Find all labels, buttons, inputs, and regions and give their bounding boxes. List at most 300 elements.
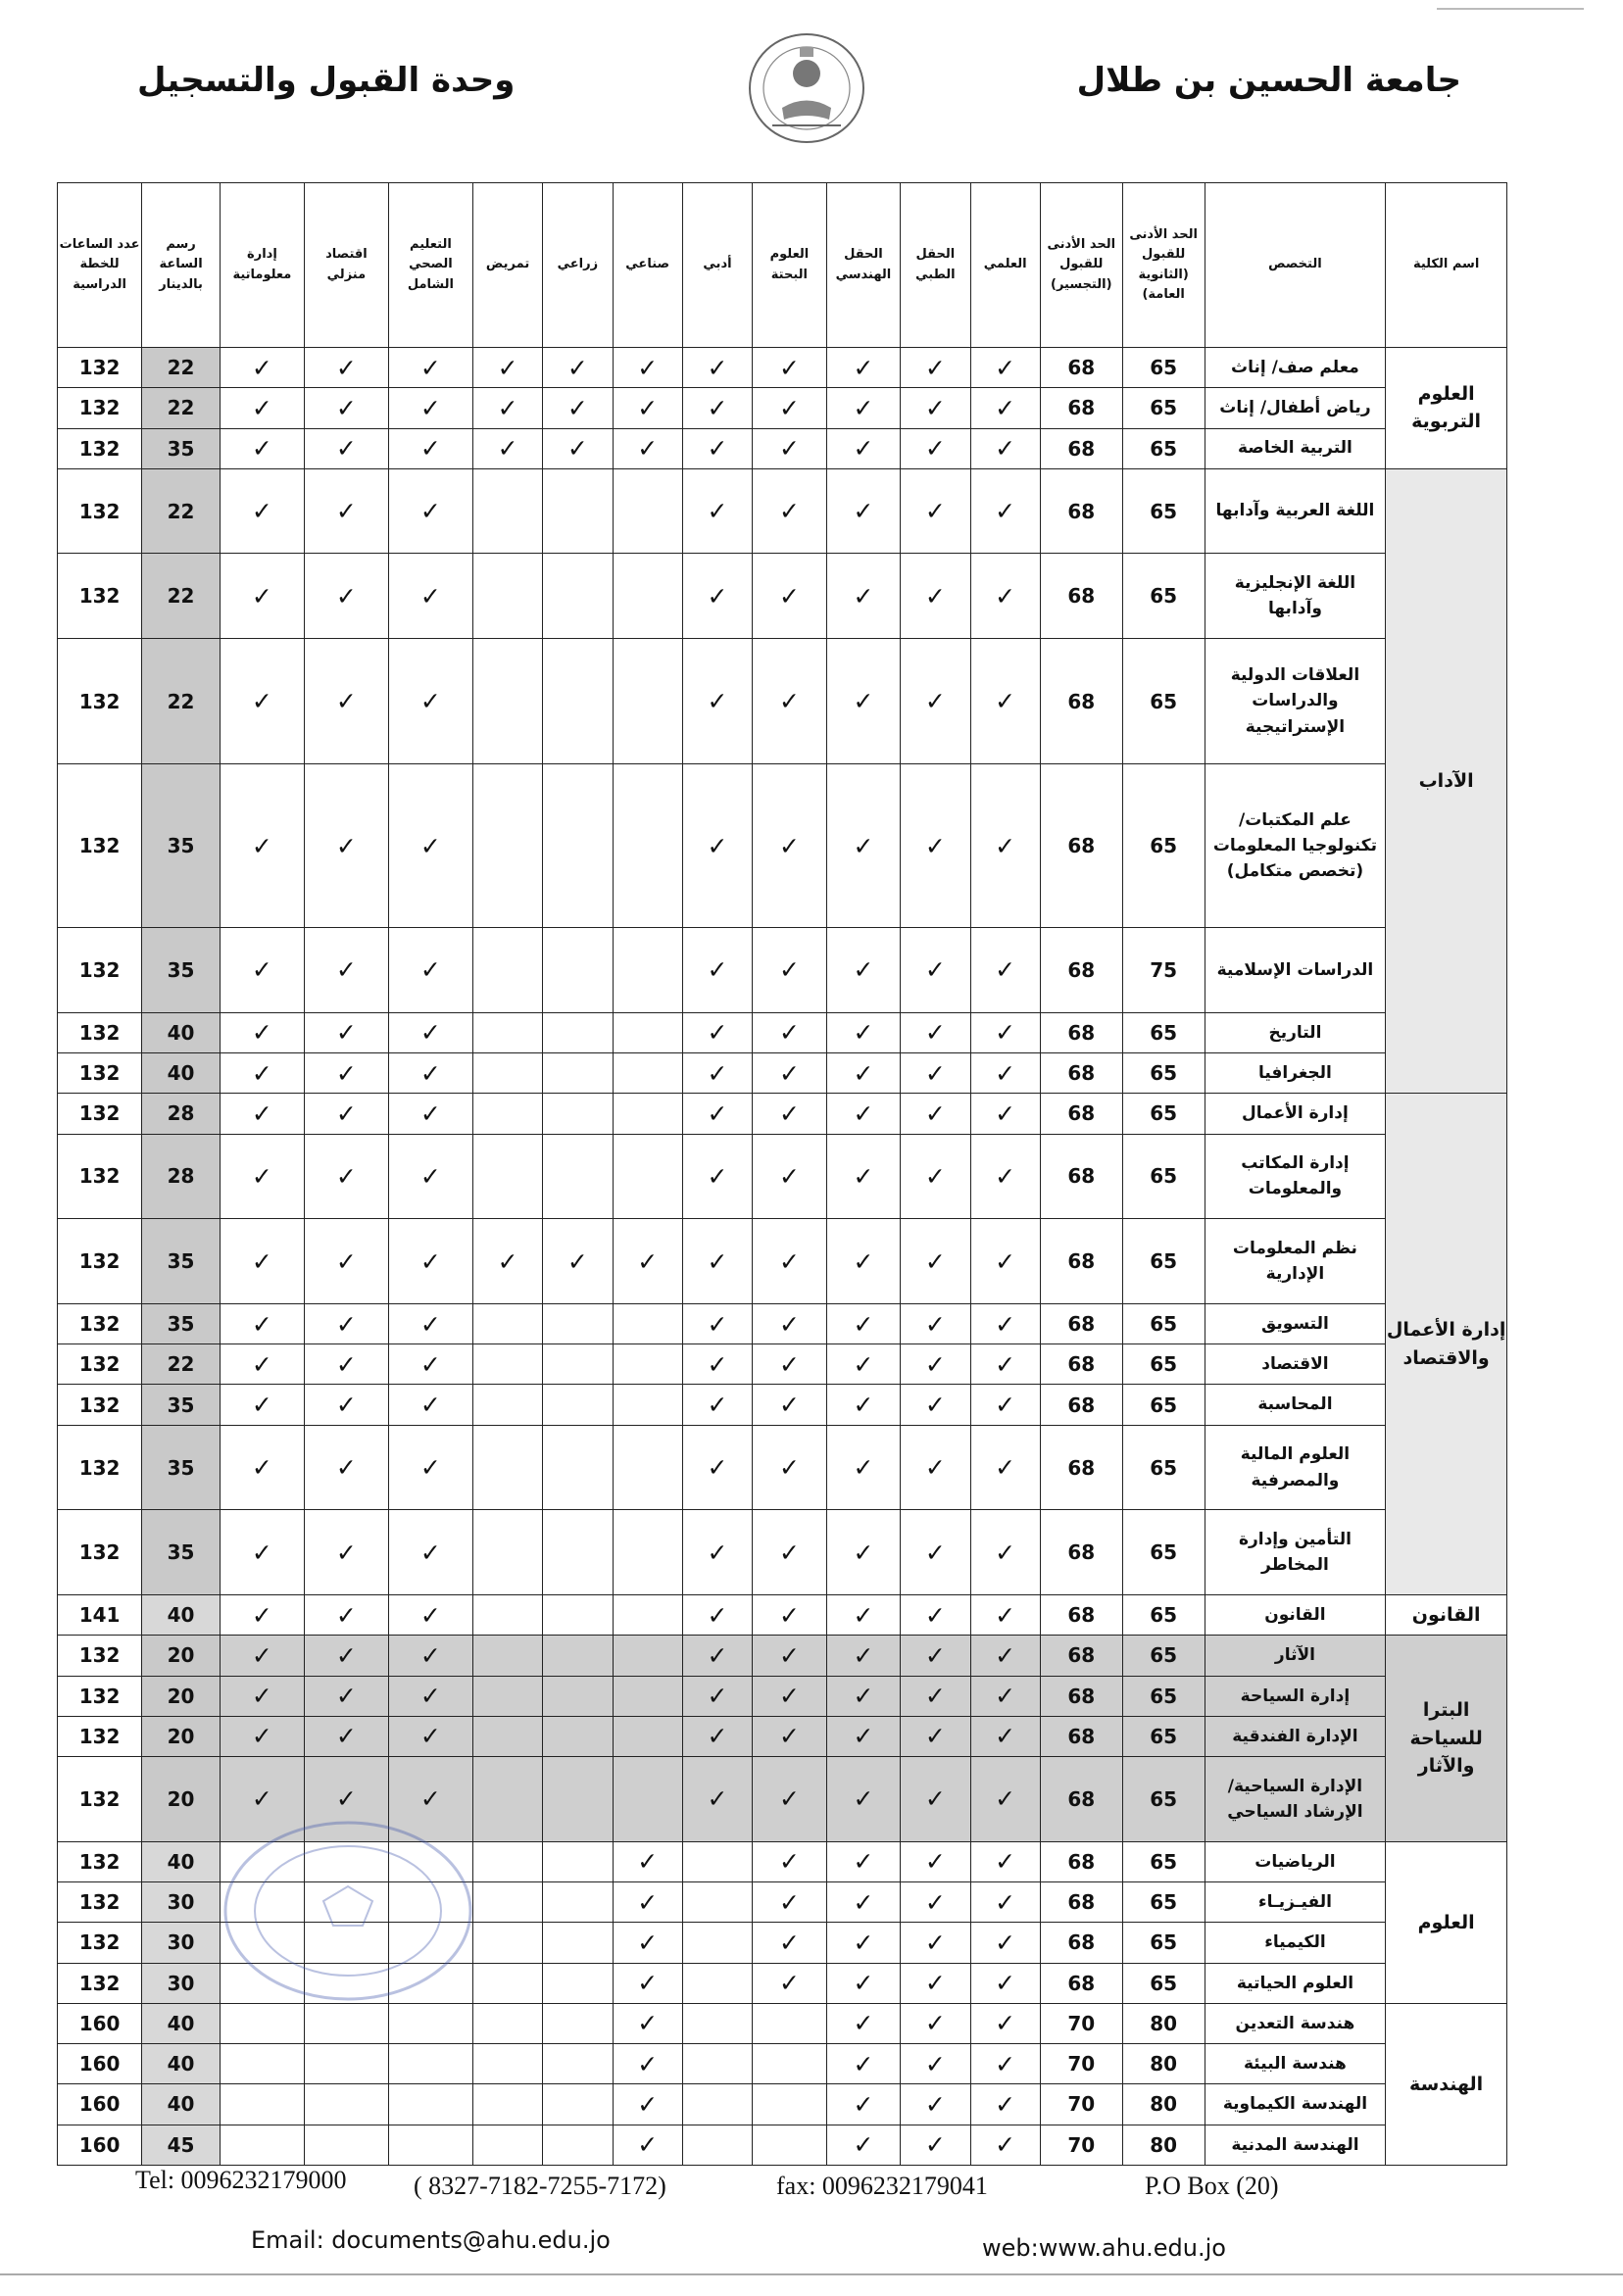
credit-fee-value: 20 — [142, 1757, 221, 1842]
min-general-value: 65 — [1122, 1757, 1205, 1842]
table-row — [58, 2084, 1507, 2125]
min-bridge-value: 70 — [1040, 2003, 1122, 2043]
faculty-name: القانون — [1386, 1595, 1507, 1636]
credit-hours-value: 132 — [58, 1757, 142, 1842]
col-agricultural: زراعي — [543, 183, 613, 348]
stream-check-cell — [543, 1425, 613, 1510]
min-general-value: 65 — [1122, 1012, 1205, 1052]
credit-hours-value: 132 — [58, 1303, 142, 1343]
stream-check-cell: ✓ — [220, 1094, 304, 1134]
col-credit-fee: رسم الساعة بالدينار — [142, 183, 221, 348]
stream-check-cell: ✓ — [613, 2125, 682, 2165]
stream-check-cell — [543, 2003, 613, 2043]
stream-check-cell — [472, 1757, 542, 1842]
credit-hours-value: 160 — [58, 2044, 142, 2084]
stream-check-cell: ✓ — [753, 1636, 827, 1676]
stream-check-cell — [543, 1053, 613, 1094]
min-general-value: 65 — [1122, 639, 1205, 764]
stream-check-cell: ✓ — [826, 428, 901, 468]
stream-check-cell — [472, 639, 542, 764]
credit-fee-value: 45 — [142, 2125, 221, 2165]
stream-check-cell: ✓ — [388, 388, 472, 428]
col-pure-sciences: العلوم البحتة — [753, 183, 827, 348]
stream-check-cell: ✓ — [970, 1012, 1040, 1052]
stream-check-cell: ✓ — [826, 1510, 901, 1595]
stream-check-cell: ✓ — [901, 2125, 970, 2165]
stream-check-cell — [472, 1510, 542, 1595]
col-medical: الحقل الطبي — [901, 183, 970, 348]
min-bridge-value: 68 — [1040, 468, 1122, 554]
stream-check-cell — [472, 764, 542, 928]
credit-hours-value: 132 — [58, 1012, 142, 1052]
min-bridge-value: 68 — [1040, 1219, 1122, 1304]
credit-fee-value: 28 — [142, 1094, 221, 1134]
stream-check-cell: ✓ — [901, 1053, 970, 1094]
stream-check-cell: ✓ — [826, 2003, 901, 2043]
table-row — [58, 1012, 1507, 1052]
major-name: نظم المعلومات الإدارية — [1205, 1219, 1386, 1304]
stream-check-cell: ✓ — [304, 468, 388, 554]
stream-check-cell: ✓ — [826, 1219, 901, 1304]
credit-hours-value: 132 — [58, 639, 142, 764]
stream-check-cell: ✓ — [682, 1134, 752, 1219]
stream-check-cell: ✓ — [613, 2003, 682, 2043]
stream-check-cell — [543, 1716, 613, 1756]
stream-check-cell: ✓ — [753, 1595, 827, 1636]
major-name: اللغة العربية وآدابها — [1205, 468, 1386, 554]
stream-check-cell: ✓ — [220, 1303, 304, 1343]
stream-check-cell — [388, 2044, 472, 2084]
stream-check-cell: ✓ — [304, 639, 388, 764]
min-general-value: 80 — [1122, 2084, 1205, 2125]
stream-check-cell: ✓ — [753, 1219, 827, 1304]
table-row — [58, 1510, 1507, 1595]
stream-check-cell: ✓ — [901, 1425, 970, 1510]
stream-check-cell: ✓ — [901, 1385, 970, 1425]
min-bridge-value: 68 — [1040, 1303, 1122, 1343]
stream-check-cell: ✓ — [388, 1676, 472, 1716]
stream-check-cell: ✓ — [970, 1923, 1040, 1963]
min-general-value: 65 — [1122, 1134, 1205, 1219]
credit-hours-value: 132 — [58, 348, 142, 388]
table-row — [58, 468, 1507, 554]
stream-check-cell — [472, 1053, 542, 1094]
stream-check-cell: ✓ — [901, 348, 970, 388]
stream-check-cell: ✓ — [613, 1841, 682, 1881]
stream-check-cell: ✓ — [826, 1385, 901, 1425]
stream-check-cell — [472, 1636, 542, 1676]
stream-check-cell: ✓ — [826, 468, 901, 554]
table-header-row — [58, 183, 1507, 348]
stream-check-cell — [472, 2003, 542, 2043]
major-name: الإدارة الفندقية — [1205, 1716, 1386, 1756]
credit-hours-value: 132 — [58, 1841, 142, 1881]
university-name: جامعة الحسين بن طلال — [1076, 61, 1461, 100]
stream-check-cell: ✓ — [682, 348, 752, 388]
stream-check-cell: ✓ — [753, 1676, 827, 1716]
min-bridge-value: 68 — [1040, 1134, 1122, 1219]
credit-hours-value: 132 — [58, 1053, 142, 1094]
stream-check-cell — [613, 1636, 682, 1676]
stream-check-cell: ✓ — [682, 1716, 752, 1756]
stream-check-cell: ✓ — [970, 2084, 1040, 2125]
stream-check-cell: ✓ — [901, 1219, 970, 1304]
stream-check-cell: ✓ — [826, 1344, 901, 1385]
min-general-value: 65 — [1122, 1344, 1205, 1385]
table-row — [58, 1053, 1507, 1094]
stream-check-cell: ✓ — [682, 639, 752, 764]
col-home-economics: اقتصاد منزلي — [304, 183, 388, 348]
table-row — [58, 1134, 1507, 1219]
faculty-name: العلوم — [1386, 1841, 1507, 2003]
stream-check-cell: ✓ — [220, 1757, 304, 1842]
stream-check-cell: ✓ — [753, 348, 827, 388]
stream-check-cell — [613, 1344, 682, 1385]
credit-fee-value: 40 — [142, 1841, 221, 1881]
stream-check-cell: ✓ — [970, 639, 1040, 764]
table-row — [58, 388, 1507, 428]
stream-check-cell — [682, 1882, 752, 1923]
col-faculty: اسم الكلية — [1386, 183, 1507, 348]
stream-check-cell: ✓ — [970, 1636, 1040, 1676]
stream-check-cell — [472, 1882, 542, 1923]
min-general-value: 65 — [1122, 1676, 1205, 1716]
footer-fax: fax: 0096232179041 — [776, 2172, 988, 2200]
stream-check-cell — [472, 1303, 542, 1343]
table-row — [58, 1636, 1507, 1676]
stream-check-cell — [543, 1676, 613, 1716]
stream-check-cell: ✓ — [970, 1134, 1040, 1219]
stream-check-cell: ✓ — [901, 1636, 970, 1676]
major-name: الاقتصاد — [1205, 1344, 1386, 1385]
stream-check-cell: ✓ — [901, 1963, 970, 2003]
stream-check-cell: ✓ — [826, 388, 901, 428]
stream-check-cell: ✓ — [220, 1716, 304, 1756]
stream-check-cell: ✓ — [220, 764, 304, 928]
stream-check-cell — [613, 1053, 682, 1094]
stream-check-cell: ✓ — [970, 1676, 1040, 1716]
stream-check-cell: ✓ — [388, 1134, 472, 1219]
stream-check-cell: ✓ — [682, 1757, 752, 1842]
stream-check-cell: ✓ — [826, 639, 901, 764]
credit-hours-value: 160 — [58, 2125, 142, 2165]
credit-fee-value: 35 — [142, 764, 221, 928]
stream-check-cell — [543, 1134, 613, 1219]
min-general-value: 80 — [1122, 2003, 1205, 2043]
stream-check-cell — [543, 1344, 613, 1385]
table-row — [58, 1219, 1507, 1304]
footer-web: web:www.ahu.edu.jo — [982, 2234, 1226, 2262]
stream-check-cell — [543, 639, 613, 764]
stream-check-cell: ✓ — [304, 1344, 388, 1385]
major-name: العلوم المالية والمصرفية — [1205, 1425, 1386, 1510]
major-name: التأمين وإدارة المخاطر — [1205, 1510, 1386, 1595]
table-row — [58, 639, 1507, 764]
stream-check-cell — [753, 2084, 827, 2125]
min-bridge-value: 68 — [1040, 1094, 1122, 1134]
stream-check-cell: ✓ — [220, 639, 304, 764]
stream-check-cell — [304, 2044, 388, 2084]
stream-check-cell: ✓ — [613, 1882, 682, 1923]
credit-fee-value: 35 — [142, 428, 221, 468]
stream-check-cell: ✓ — [304, 1134, 388, 1219]
min-general-value: 75 — [1122, 928, 1205, 1013]
stream-check-cell: ✓ — [388, 1303, 472, 1343]
credit-hours-value: 160 — [58, 2003, 142, 2043]
stream-check-cell: ✓ — [220, 388, 304, 428]
stream-check-cell — [613, 1510, 682, 1595]
col-info-management: إدارة معلوماتية — [220, 183, 304, 348]
major-name: إدارة الأعمال — [1205, 1094, 1386, 1134]
stream-check-cell — [304, 2084, 388, 2125]
stream-check-cell — [472, 2084, 542, 2125]
stream-check-cell: ✓ — [970, 1425, 1040, 1510]
stream-check-cell: ✓ — [970, 1716, 1040, 1756]
stream-check-cell: ✓ — [543, 1219, 613, 1304]
credit-fee-value: 35 — [142, 1425, 221, 1510]
stream-check-cell: ✓ — [901, 1757, 970, 1842]
stream-check-cell: ✓ — [753, 428, 827, 468]
stream-check-cell — [388, 2003, 472, 2043]
table-row — [58, 1303, 1507, 1343]
min-bridge-value: 68 — [1040, 639, 1122, 764]
stream-check-cell: ✓ — [304, 928, 388, 1013]
stream-check-cell: ✓ — [826, 1757, 901, 1842]
stream-check-cell: ✓ — [970, 1595, 1040, 1636]
credit-fee-value: 40 — [142, 1595, 221, 1636]
stream-check-cell — [682, 1923, 752, 1963]
credit-hours-value: 132 — [58, 1425, 142, 1510]
stream-check-cell: ✓ — [753, 1757, 827, 1842]
stream-check-cell — [543, 928, 613, 1013]
stream-check-cell: ✓ — [682, 1053, 752, 1094]
table-row — [58, 2044, 1507, 2084]
stream-check-cell: ✓ — [901, 1094, 970, 1134]
stream-check-cell: ✓ — [304, 1636, 388, 1676]
stream-check-cell: ✓ — [826, 764, 901, 928]
min-general-value: 65 — [1122, 1595, 1205, 1636]
stream-check-cell: ✓ — [826, 2125, 901, 2165]
stream-check-cell: ✓ — [613, 1219, 682, 1304]
credit-fee-value: 35 — [142, 1385, 221, 1425]
stream-check-cell — [543, 1385, 613, 1425]
stream-check-cell: ✓ — [388, 348, 472, 388]
credit-hours-value: 132 — [58, 1882, 142, 1923]
stream-check-cell: ✓ — [682, 1303, 752, 1343]
stream-check-cell — [543, 1094, 613, 1134]
stream-check-cell: ✓ — [970, 468, 1040, 554]
stream-check-cell: ✓ — [753, 928, 827, 1013]
credit-fee-value: 30 — [142, 1882, 221, 1923]
stream-check-cell: ✓ — [682, 928, 752, 1013]
stream-check-cell: ✓ — [901, 1716, 970, 1756]
stream-check-cell: ✓ — [220, 1344, 304, 1385]
stream-check-cell — [613, 639, 682, 764]
stream-check-cell: ✓ — [901, 1510, 970, 1595]
table-row — [58, 764, 1507, 928]
min-general-value: 65 — [1122, 388, 1205, 428]
stream-check-cell: ✓ — [220, 1134, 304, 1219]
stream-check-cell — [613, 1385, 682, 1425]
credit-hours-value: 132 — [58, 1094, 142, 1134]
stream-check-cell — [543, 1012, 613, 1052]
credit-fee-value: 40 — [142, 1012, 221, 1052]
stream-check-cell: ✓ — [753, 1841, 827, 1881]
stream-check-cell: ✓ — [543, 428, 613, 468]
footer-tel: Tel: 0096232179000 — [135, 2166, 347, 2194]
stream-check-cell — [543, 1595, 613, 1636]
faculty-name: البترا للسياحة والآثار — [1386, 1636, 1507, 1841]
stream-check-cell: ✓ — [826, 1923, 901, 1963]
min-bridge-value: 68 — [1040, 1385, 1122, 1425]
stream-check-cell: ✓ — [304, 1303, 388, 1343]
stream-check-cell: ✓ — [220, 1676, 304, 1716]
stream-check-cell: ✓ — [901, 1923, 970, 1963]
stream-check-cell: ✓ — [970, 1094, 1040, 1134]
stream-check-cell — [613, 928, 682, 1013]
stream-check-cell — [543, 2044, 613, 2084]
stream-check-cell: ✓ — [970, 1385, 1040, 1425]
stream-check-cell — [682, 2044, 752, 2084]
table-row — [58, 2003, 1507, 2043]
stream-check-cell: ✓ — [970, 1219, 1040, 1304]
min-bridge-value: 68 — [1040, 388, 1122, 428]
min-bridge-value: 68 — [1040, 1344, 1122, 1385]
col-min-bridge: الحد الأدنى للقبول (التجسير) — [1040, 183, 1122, 348]
stream-check-cell: ✓ — [901, 1134, 970, 1219]
credit-hours-value: 132 — [58, 1963, 142, 2003]
stream-check-cell: ✓ — [682, 1385, 752, 1425]
stream-check-cell: ✓ — [753, 1716, 827, 1756]
col-literary: أدبي — [682, 183, 752, 348]
stream-check-cell — [613, 1012, 682, 1052]
stream-check-cell: ✓ — [826, 1636, 901, 1676]
stream-check-cell: ✓ — [970, 554, 1040, 639]
stream-check-cell: ✓ — [682, 1425, 752, 1510]
min-bridge-value: 68 — [1040, 1841, 1122, 1881]
major-name: التسويق — [1205, 1303, 1386, 1343]
credit-hours-value: 132 — [58, 1134, 142, 1219]
admission-unit-title: وحدة القبول والتسجيل — [137, 61, 516, 100]
stream-check-cell: ✓ — [826, 2084, 901, 2125]
stream-check-cell — [472, 1716, 542, 1756]
stream-check-cell: ✓ — [543, 388, 613, 428]
stream-check-cell: ✓ — [826, 1094, 901, 1134]
stream-check-cell: ✓ — [970, 388, 1040, 428]
credit-hours-value: 141 — [58, 1595, 142, 1636]
credit-fee-value: 22 — [142, 388, 221, 428]
stream-check-cell: ✓ — [682, 1595, 752, 1636]
stream-check-cell: ✓ — [970, 428, 1040, 468]
col-health-education: التعليم الصحي الشامل — [388, 183, 472, 348]
stream-check-cell — [388, 2084, 472, 2125]
stream-check-cell: ✓ — [901, 2084, 970, 2125]
stream-check-cell: ✓ — [304, 1425, 388, 1510]
credit-fee-value: 40 — [142, 2044, 221, 2084]
stream-check-cell: ✓ — [901, 928, 970, 1013]
min-bridge-value: 68 — [1040, 348, 1122, 388]
stream-check-cell — [472, 1963, 542, 2003]
credit-fee-value: 35 — [142, 1510, 221, 1595]
stream-check-cell: ✓ — [901, 1882, 970, 1923]
major-name: الجغرافيا — [1205, 1053, 1386, 1094]
major-name: الآثار — [1205, 1636, 1386, 1676]
table-row — [58, 928, 1507, 1013]
stream-check-cell: ✓ — [304, 764, 388, 928]
col-engineering: الحقل الهندسي — [826, 183, 901, 348]
stream-check-cell: ✓ — [901, 1841, 970, 1881]
col-min-general: الحد الأدنى للقبول (الثانوية العامة) — [1122, 183, 1205, 348]
major-name: إدارة المكاتب والمعلومات — [1205, 1134, 1386, 1219]
stream-check-cell — [472, 928, 542, 1013]
credit-hours-value: 132 — [58, 468, 142, 554]
faculty-name: إدارة الأعمال والاقتصاد — [1386, 1094, 1507, 1595]
stream-check-cell: ✓ — [388, 1636, 472, 1676]
major-name: الدراسات الإسلامية — [1205, 928, 1386, 1013]
stream-check-cell: ✓ — [970, 1757, 1040, 1842]
page-header — [0, 0, 1623, 167]
stream-check-cell: ✓ — [543, 348, 613, 388]
top-divider — [1437, 8, 1584, 10]
stream-check-cell: ✓ — [220, 554, 304, 639]
stream-check-cell: ✓ — [304, 388, 388, 428]
footer-po-box: P.O Box (20) — [1145, 2172, 1279, 2200]
stream-check-cell: ✓ — [682, 388, 752, 428]
credit-fee-value: 40 — [142, 1053, 221, 1094]
stream-check-cell: ✓ — [753, 1012, 827, 1052]
min-general-value: 65 — [1122, 1841, 1205, 1881]
stream-check-cell — [220, 2044, 304, 2084]
stream-check-cell — [613, 1425, 682, 1510]
stream-check-cell: ✓ — [304, 1094, 388, 1134]
min-bridge-value: 68 — [1040, 1636, 1122, 1676]
stream-check-cell: ✓ — [472, 1219, 542, 1304]
major-name: القانون — [1205, 1595, 1386, 1636]
credit-fee-value: 40 — [142, 2084, 221, 2125]
stream-check-cell: ✓ — [682, 468, 752, 554]
min-general-value: 65 — [1122, 764, 1205, 928]
stream-check-cell: ✓ — [970, 1510, 1040, 1595]
stream-check-cell: ✓ — [970, 764, 1040, 928]
min-bridge-value: 68 — [1040, 1676, 1122, 1716]
stream-check-cell: ✓ — [826, 1425, 901, 1510]
credit-hours-value: 132 — [58, 1716, 142, 1756]
stream-check-cell: ✓ — [901, 1303, 970, 1343]
stream-check-cell: ✓ — [304, 1510, 388, 1595]
stream-check-cell: ✓ — [613, 428, 682, 468]
col-scientific: العلمي — [970, 183, 1040, 348]
stream-check-cell: ✓ — [613, 1923, 682, 1963]
col-credit-hours: عدد الساعات للخطة الدراسية — [58, 183, 142, 348]
stream-check-cell — [304, 2003, 388, 2043]
stream-check-cell: ✓ — [220, 348, 304, 388]
stream-check-cell: ✓ — [753, 1425, 827, 1510]
stream-check-cell: ✓ — [753, 1385, 827, 1425]
min-general-value: 65 — [1122, 554, 1205, 639]
table-row — [58, 1676, 1507, 1716]
stream-check-cell — [472, 1595, 542, 1636]
stream-check-cell: ✓ — [753, 388, 827, 428]
stream-check-cell: ✓ — [682, 764, 752, 928]
min-bridge-value: 68 — [1040, 1595, 1122, 1636]
stream-check-cell — [543, 1303, 613, 1343]
min-bridge-value: 68 — [1040, 1425, 1122, 1510]
stream-check-cell: ✓ — [901, 2044, 970, 2084]
stream-check-cell — [472, 1012, 542, 1052]
credit-hours-value: 132 — [58, 1219, 142, 1304]
stream-check-cell: ✓ — [826, 1676, 901, 1716]
stream-check-cell: ✓ — [388, 1595, 472, 1636]
